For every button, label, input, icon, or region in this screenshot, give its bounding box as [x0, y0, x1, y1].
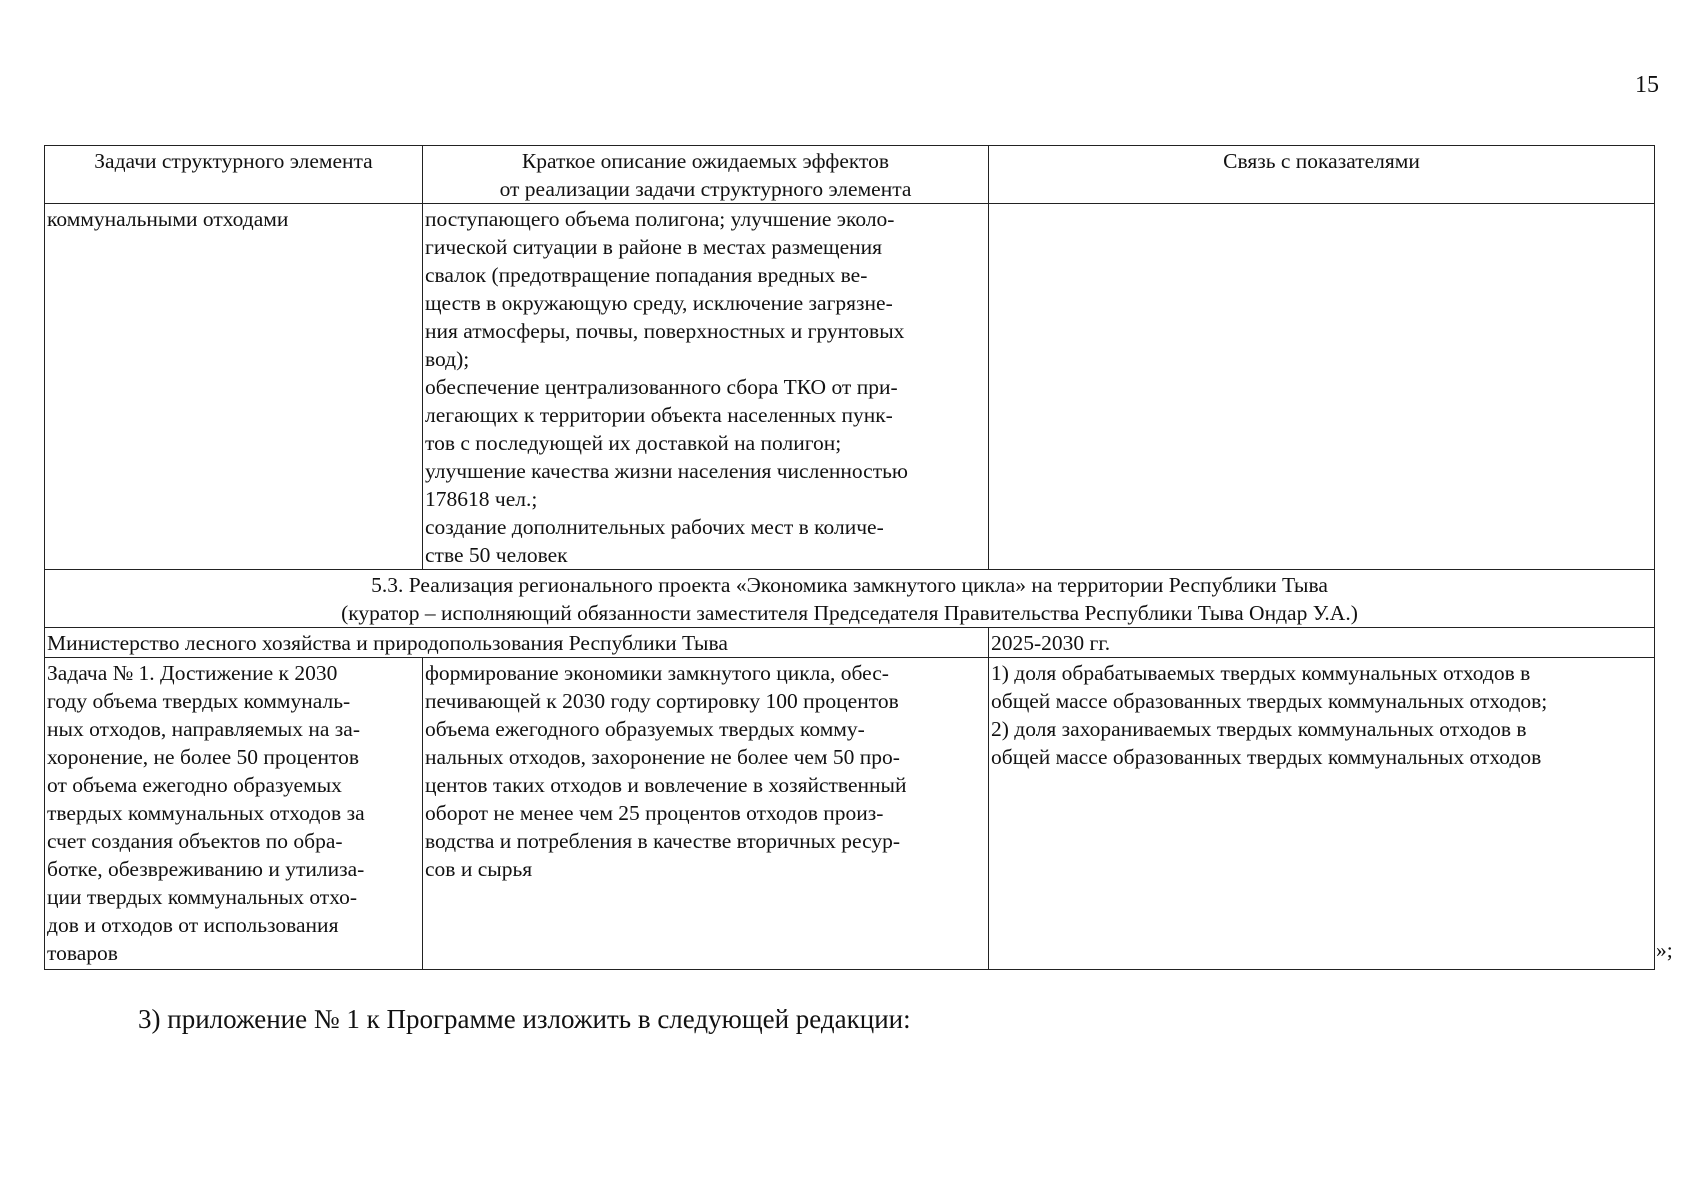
- task-cell: коммунальными отходами: [45, 204, 423, 570]
- indicators-cell: [989, 204, 1655, 570]
- responsible-row: [45, 628, 1655, 658]
- task-cell: Задача № 1. Достижение к 2030 году объема твердых коммуналь- ных отходов, направляемых на за- хоронение, не более 50 процентов от объема ежегодно образуемых твердых коммунальных отходов за счет создания объектов по обра- ботке, обезвреживанию и утилиза- ции твердых коммунальных отхо- дов и отходов от использования товаров: [45, 658, 423, 970]
- header-indicators: Связь с показателями: [989, 146, 1655, 204]
- header-effects: Краткое описание ожидаемых эффектов от реализации задачи структурного элемента: [423, 146, 989, 204]
- section-row: [45, 570, 1655, 628]
- implementation-period: 2025-2030 гг.: [989, 628, 1655, 658]
- program-table: [44, 145, 1655, 970]
- section-title: 5.3. Реализация регионального проекта «Экономика замкнутого цикла» на территории Республики Тыва (куратор – исполняющий обязанности заместителя Председателя Правительства Республики Тыва Ондар У.А.): [45, 570, 1655, 628]
- page-number: 15: [1635, 72, 1659, 98]
- table-row: [45, 204, 1655, 570]
- closing-quote: »;: [1656, 938, 1673, 962]
- responsible-ministry: Министерство лесного хозяйства и природопользования Республики Тыва: [45, 628, 989, 658]
- instruction-text: 3) приложение № 1 к Программе изложить в следующей редакции:: [138, 1004, 911, 1034]
- effects-cell: формирование экономики замкнутого цикла, обес- печивающей к 2030 году сортировку 100 процентов объема ежегодного образуемых твердых комму- нальных отходов, захоронение не более чем 50 про- центов таких отходов и вовлечение в хозяйственный оборот не менее чем 25 процентов отходов произ- водства и потребления в качестве вторичных ресур- сов и сырья: [423, 658, 989, 970]
- table-row: [45, 658, 1655, 970]
- indicators-cell: 1) доля обрабатываемых твердых коммунальных отходов в общей массе образованных твердых коммунальных отходов; 2) доля захораниваемых твердых коммунальных отходов в общей массе образованных твердых коммунальных отходов: [989, 658, 1655, 970]
- header-tasks: Задачи структурного элемента: [45, 146, 423, 204]
- table-header-row: [45, 146, 1655, 204]
- effects-cell: поступающего объема полигона; улучшение эколо- гической ситуации в районе в местах размещения свалок (предотвращение попадания вредных ве- ществ в окружающую среду, исключение загрязне- ния атмосферы, почвы, поверхностных и грунтовых вод); обеспечение централизованного сбора ТКО от при- легающих к территории объекта населенных пунк- тов с последующей их доставкой на полигон; улучшение качества жизни населения численностью 178618 чел.; создание дополнительных рабочих мест в количе- стве 50 человек: [423, 204, 989, 570]
